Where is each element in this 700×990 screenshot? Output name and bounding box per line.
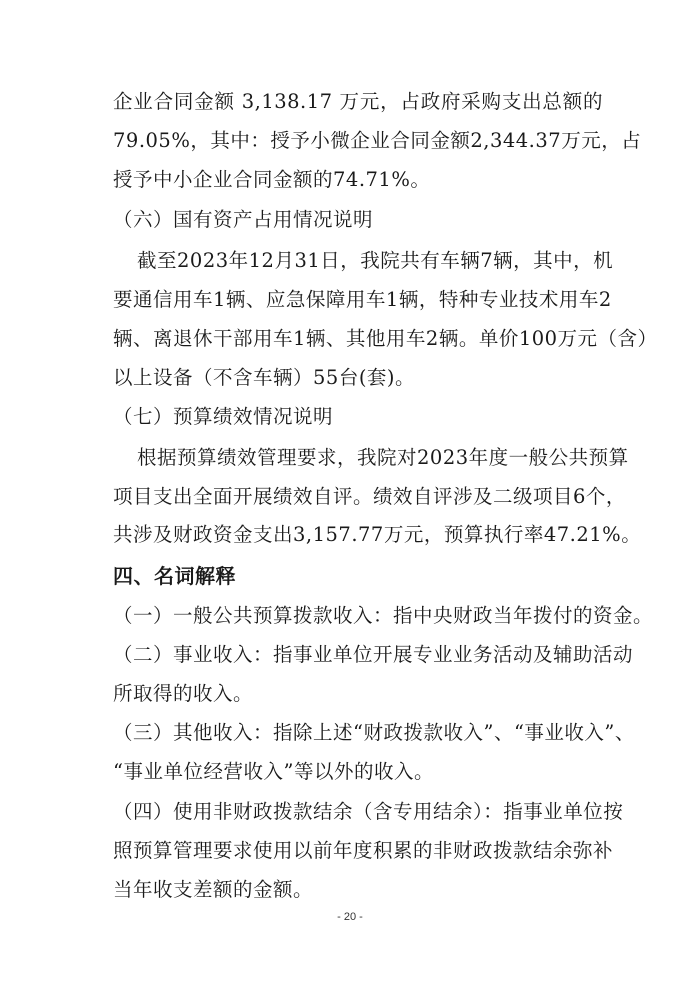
section-heading-6: （六）国有资产占用情况说明 bbox=[113, 208, 374, 231]
definition-line: 当年收支差额的金额。 bbox=[113, 878, 314, 901]
paragraph-line: 共涉及财政资金支出3,157.77万元，预算执行率47.21%。 bbox=[113, 523, 642, 546]
paragraph-line: 辆、离退休干部用车1辆、其他用车2辆。单价100万元（含） bbox=[113, 327, 658, 350]
definition-line: （四）使用非财政拨款结余（含专用结余）：指事业单位按 bbox=[113, 800, 624, 823]
paragraph-line: 要通信用车1辆、应急保障用车1辆，特种专业技术用车2 bbox=[113, 288, 612, 311]
definition-line: （一）一般公共预算拨款收入：指中央财政当年拨付的资金。 bbox=[113, 604, 654, 627]
section-heading-4: 四、名词解释 bbox=[113, 564, 236, 588]
paragraph-line: 授予中小企业合同金额的74.71%。 bbox=[113, 168, 431, 191]
paragraph-line: 根据预算绩效管理要求，我院对2023年度一般公共预算 bbox=[137, 446, 629, 469]
paragraph-line: 截至2023年12月31日，我院共有车辆7辆，其中，机 bbox=[137, 249, 614, 272]
page-number: - 20 - bbox=[337, 911, 363, 923]
definition-line: （三）其他收入：指除上述“财政拨款收入”、“事业收入”、 bbox=[113, 721, 635, 744]
definition-line: （二）事业收入：指事业单位开展专业业务活动及辅助活动 bbox=[113, 643, 634, 666]
paragraph-line: 以上设备（不含车辆）55台(套)。 bbox=[113, 366, 416, 389]
paragraph-line: 项目支出全面开展绩效自评。绩效自评涉及二级项目6个， bbox=[113, 485, 626, 508]
definition-line: 所取得的收入。 bbox=[113, 682, 254, 705]
definition-line: “事业单位经营收入”等以外的收入。 bbox=[113, 760, 434, 783]
paragraph-line: 79.05%，其中：授予小微企业合同金额2,344.37万元，占 bbox=[113, 129, 642, 152]
definition-line: 照预算管理要求使用以前年度积累的非财政拨款结余弥补 bbox=[113, 839, 614, 862]
section-heading-7: （七）预算绩效情况说明 bbox=[113, 405, 334, 428]
paragraph-line: 企业合同金额 3,138.17 万元，占政府采购支出总额的 bbox=[113, 90, 603, 113]
